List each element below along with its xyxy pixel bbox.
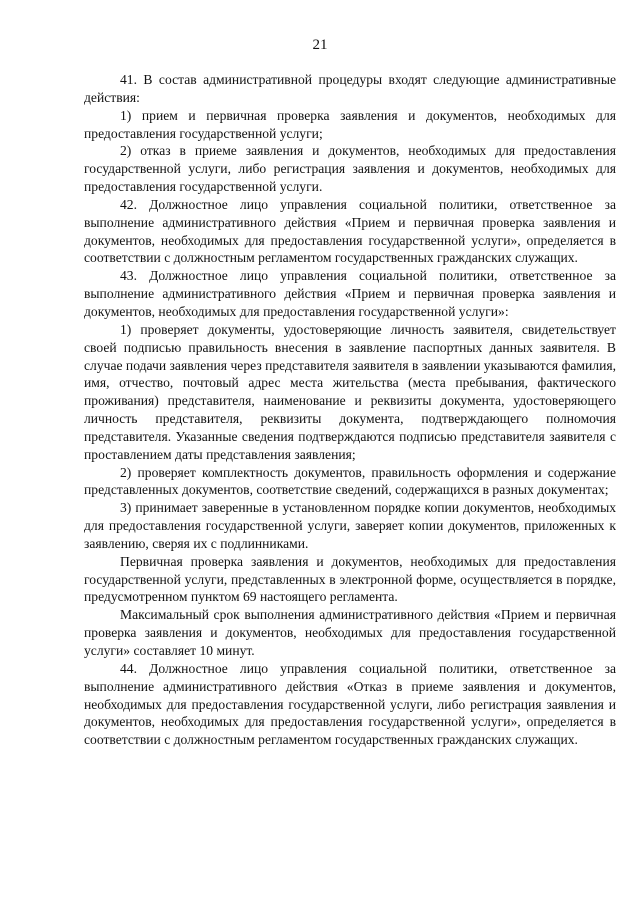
paragraph-43-item-1: 1) проверяет документы, удостоверяющие личность заявителя, свидетельствует своей подписью правильность внесения в заявление паспортных данных заявителя. В случае подачи заявления через представителя заявителя в заявлении указываются фамилия, имя, отчество, почтовый адрес места жительства (места пребывания, фактического проживания) представителя, наименование и реквизиты документа, удостоверяющего личность представителя, реквизиты документа, подтверждающего полномочия представителя. Указанные сведения подтверждаются подписью представителя заявителя с проставлением даты представления заявления; (84, 321, 616, 462)
paragraph-44: 44. Должностное лицо управления социальной политики, ответственное за выполнение административного действия «Отказ в приеме заявления и документов, необходимых для предоставления государственной услуги, либо регистрация заявления и документов, необходимых для предоставления государственной услуги», определяется в соответствии с должностным регламентом государственных гражданских служащих. (84, 660, 616, 748)
paragraph-41-item-2: 2) отказ в приеме заявления и документов, необходимых для предоставления государственной услуги, либо регистрация заявления и документов, необходимых для предоставления государственной услуги. (84, 143, 616, 195)
paragraph-41-item-1: 1) прием и первичная проверка заявления и документов, необходимых для предоставления государственной услуги; (84, 107, 616, 141)
paragraph-electronic-check: Первичная проверка заявления и документов, необходимых для предоставления государственной услуги, представленных в электронной форме, осуществляется в порядке, предусмотренном пунктом 69 настоящего регламента. (84, 553, 616, 605)
paragraph-41: 41. В состав административной процедуры входят следующие административные действия: (84, 72, 616, 105)
document-body (84, 71, 616, 749)
paragraph-42: 42. Должностное лицо управления социальной политики, ответственное за выполнение административного действия «Прием и первичная проверка заявления и документов, необходимых для предоставления государственной услуги», определяется в соответствии с должностным регламентом государственных гражданских служащих. (84, 196, 616, 266)
paragraph-43-item-2: 2) проверяет комплектность документов, правильность оформления и содержание представленных документов, соответствие сведений, содержащихся в разных документах; (84, 464, 616, 498)
paragraph-max-duration: Максимальный срок выполнения административного действия «Прием и первичная проверка заявления и документов, необходимых для предоставления государственной услуги» составляет 10 минут. (84, 607, 616, 658)
paragraph-43: 43. Должностное лицо управления социальной политики, ответственное за выполнение административного действия «Прием и первичная проверка заявления и документов, необходимых для предоставления государственной услуги»: (84, 268, 616, 319)
paragraph-43-item-3: 3) принимает заверенные в установленном порядке копии документов, необходимых для предоставления государственной услуги, заверяет копии документов, приложенных к заявлению, сверяя их с подлинниками. (84, 500, 616, 551)
page-number: 21 (312, 37, 328, 53)
